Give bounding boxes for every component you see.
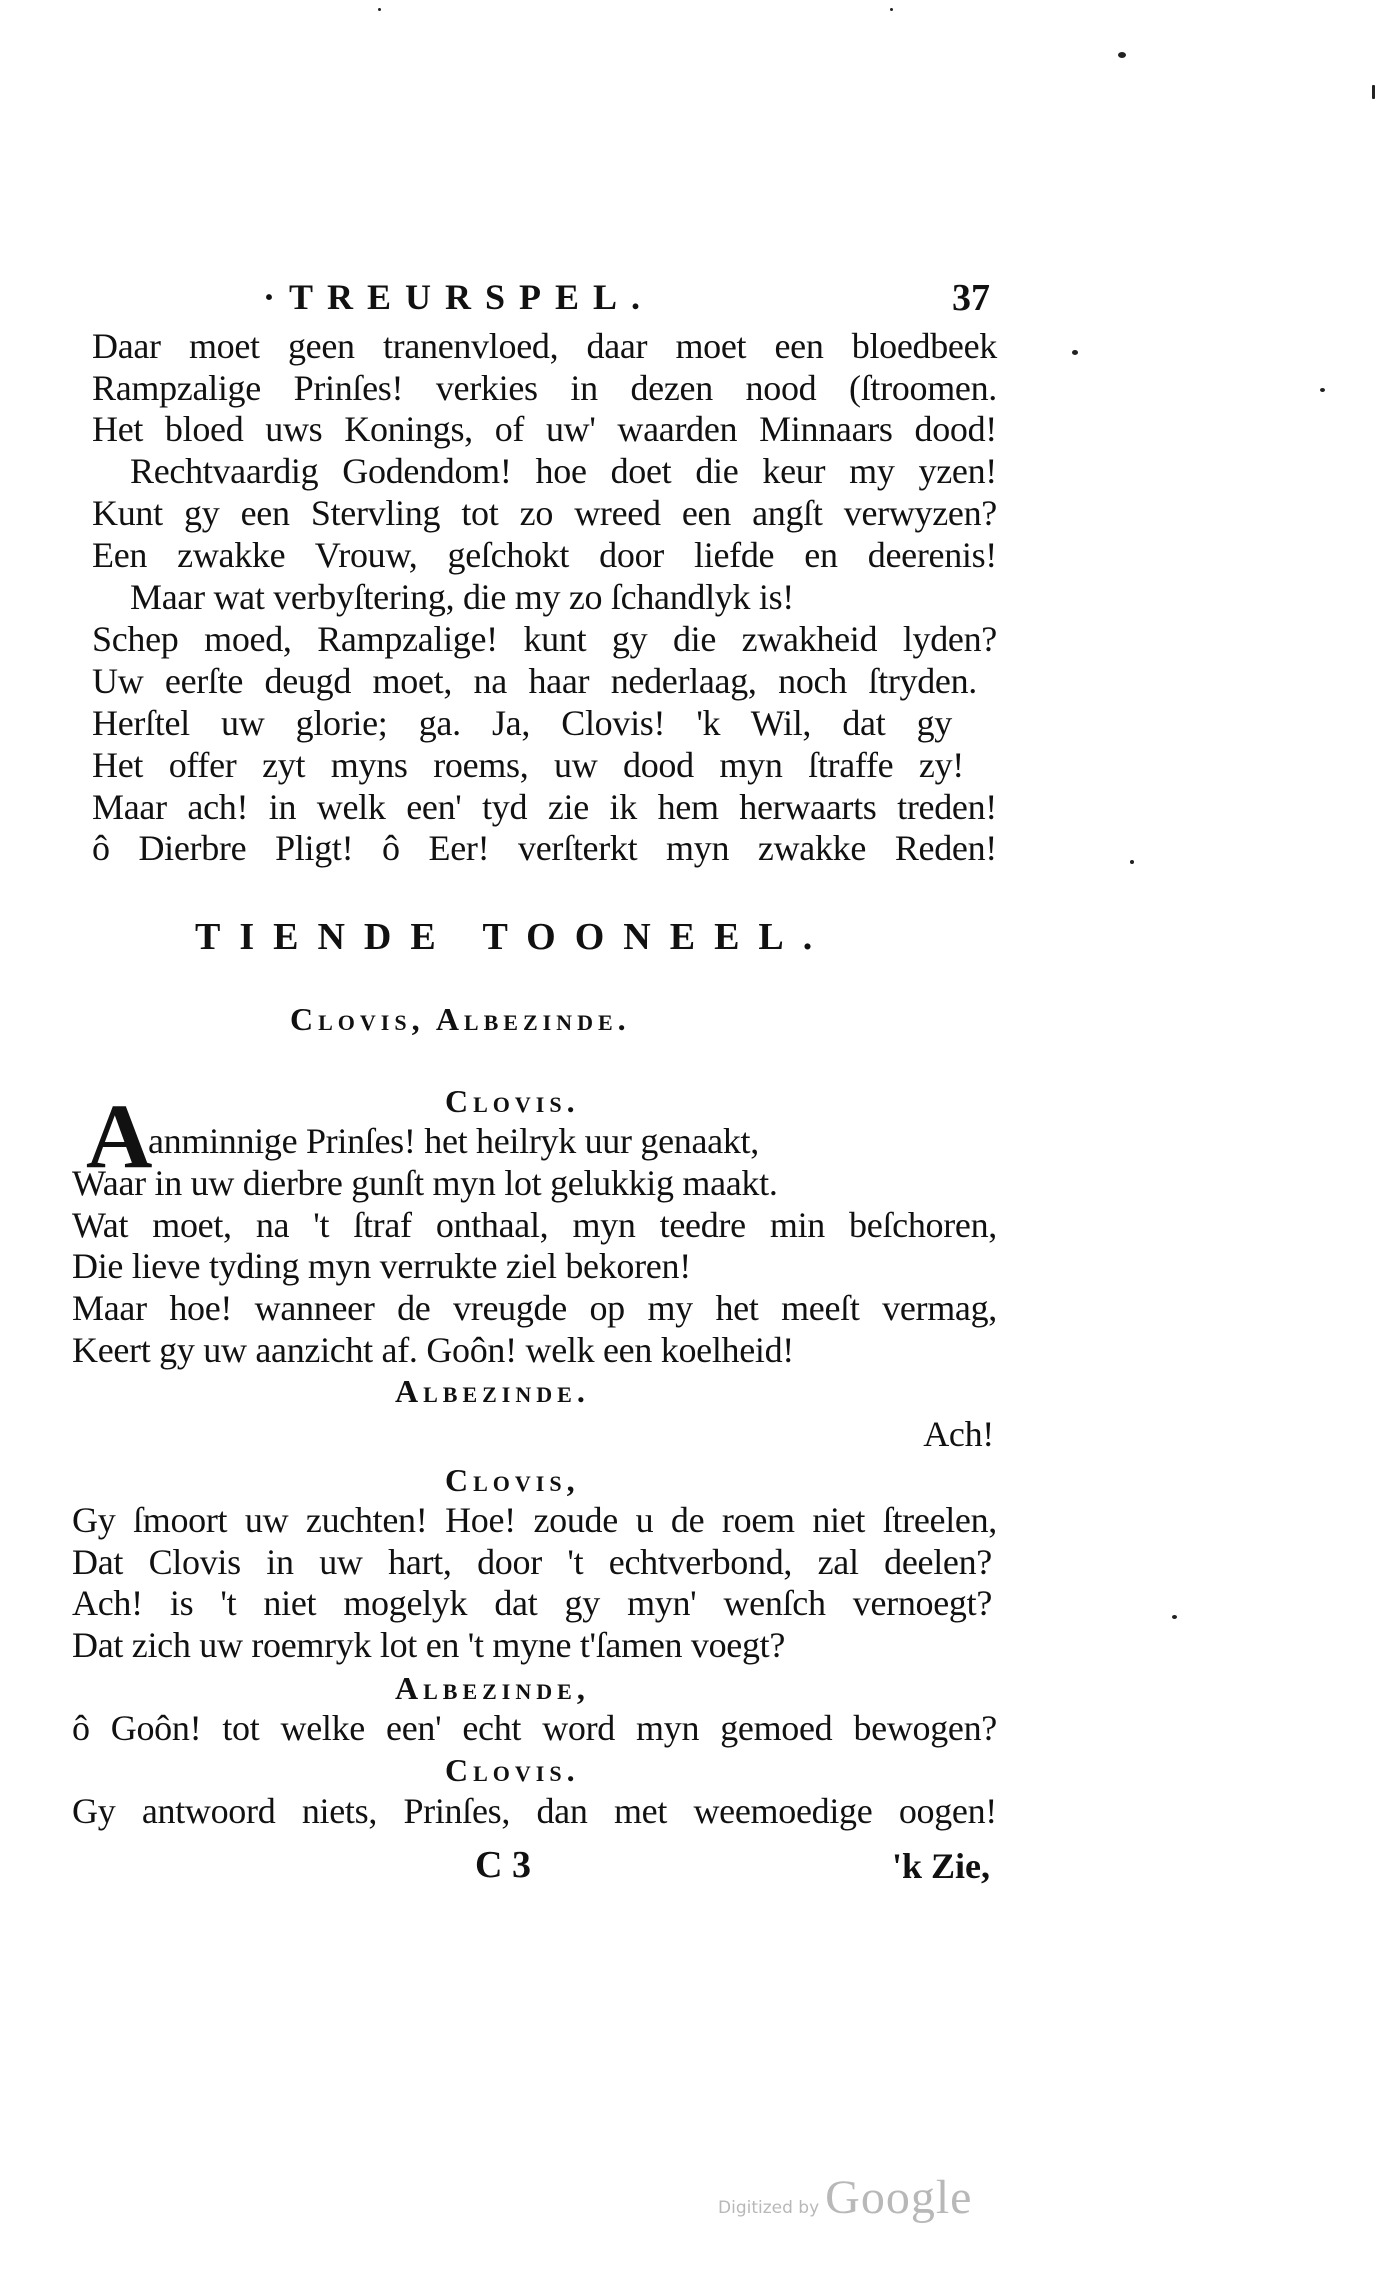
verse-line: Ach! — [923, 1414, 994, 1454]
speaker-label-albezinde: Albezinde, — [395, 1670, 590, 1706]
verse-line: Herſtel uw glorie; ga. Ja, Clovis! 'k Wil, dat gy — [92, 703, 952, 743]
catchword: 'k Zie, — [891, 1846, 990, 1886]
scan-speck — [1372, 85, 1375, 99]
verse-line: Uw eerſte deugd moet, na haar nederlaag, noch ſtryden. — [92, 661, 977, 701]
scan-speck — [890, 8, 893, 11]
verse-line: Het offer zyt myns roems, uw dood myn ſtraffe zy! — [92, 745, 964, 785]
speaker-label-clovis: Clovis, — [445, 1462, 580, 1498]
verse-line: Wat moet, na 't ſtraf onthaal, myn teedre min beſchoren, — [72, 1205, 997, 1245]
google-logo-text: Google — [825, 2171, 973, 2224]
verse-line: ô Goôn! tot welke een' echt word myn gemoed bewogen? — [72, 1708, 997, 1748]
verse-line: ô Dierbre Pligt! ô Eer! verſterkt myn zwakke Reden! — [92, 828, 997, 868]
scan-speck — [1072, 350, 1078, 355]
verse-line: Een zwakke Vrouw, geſchokt door liefde en deerenis! — [92, 535, 997, 575]
speaker-label-albezinde: Albezinde. — [395, 1373, 590, 1409]
verse-line: anminnige Prinſes! het heilryk uur genaakt, — [148, 1121, 759, 1161]
scan-speck — [1130, 860, 1134, 864]
drop-cap: A — [86, 1085, 153, 1187]
verse-line: Die lieve tyding myn verrukte ziel bekoren! — [72, 1246, 691, 1286]
speaker-label-clovis: Clovis. — [445, 1083, 580, 1119]
verse-line: Kunt gy een Stervling tot zo wreed een angſt verwyzen? — [92, 493, 997, 533]
verse-line: Daar moet geen tranenvloed, daar moet een bloedbeek — [92, 326, 997, 366]
scene-persons: Clovis, Albezinde. — [290, 1001, 631, 1037]
verse-line: Dat zich uw roemryk lot en 't myne t'ſamen voegt? — [72, 1625, 786, 1665]
scan-speck — [1118, 52, 1126, 58]
scene-title: TIENDE TOONEEL. — [195, 916, 832, 958]
verse-line: Maar hoe! wanneer de vreugde op my het meeſt vermag, — [72, 1288, 997, 1328]
verse-line: Maar wat verbyſtering, die my zo ſchandlyk is! — [130, 577, 794, 617]
verse-line: Rampzalige Prinſes! verkies in dezen nood (ſtroomen. — [92, 368, 997, 408]
verse-line: Gy ſmoort uw zuchten! Hoe! zoude u de roem niet ſtreelen, — [72, 1500, 997, 1540]
verse-line: Ach! is 't niet mogelyk dat gy myn' wenſch vernoegt? — [72, 1583, 992, 1623]
verse-line: Rechtvaardig Godendom! hoe doet die keur my yzen! — [130, 451, 997, 491]
verse-line: Schep moed, Rampzalige! kunt gy die zwakheid lyden? — [92, 619, 997, 659]
scan-speck — [1172, 1615, 1177, 1619]
digitized-by-google-watermark — [718, 2170, 972, 2225]
running-head: ·TREURSPEL. — [263, 277, 655, 317]
watermark-prefix: Digitized by — [718, 2198, 820, 2218]
verse-line: Keert gy uw aanzicht af. Goôn! welk een koelheid! — [72, 1330, 794, 1370]
verse-line: Waar in uw dierbre gunſt myn lot gelukkig maakt. — [72, 1163, 778, 1203]
page-number: 37 — [952, 277, 990, 319]
verse-line: Gy antwoord niets, Prinſes, dan met weemoedige oogen! — [72, 1791, 997, 1831]
scan-speck — [378, 8, 381, 11]
verse-line: Het bloed uws Konings, of uw' waarden Minnaars dood! — [92, 409, 997, 449]
verse-line: Maar ach! in welk een' tyd zie ik hem herwaarts treden! — [92, 787, 997, 827]
verse-line: Dat Clovis in uw hart, door 't echtverbond, zal deelen? — [72, 1542, 992, 1582]
signature-mark: C 3 — [475, 1844, 531, 1886]
scan-speck — [1320, 388, 1325, 392]
speaker-label-clovis: Clovis. — [445, 1752, 580, 1788]
